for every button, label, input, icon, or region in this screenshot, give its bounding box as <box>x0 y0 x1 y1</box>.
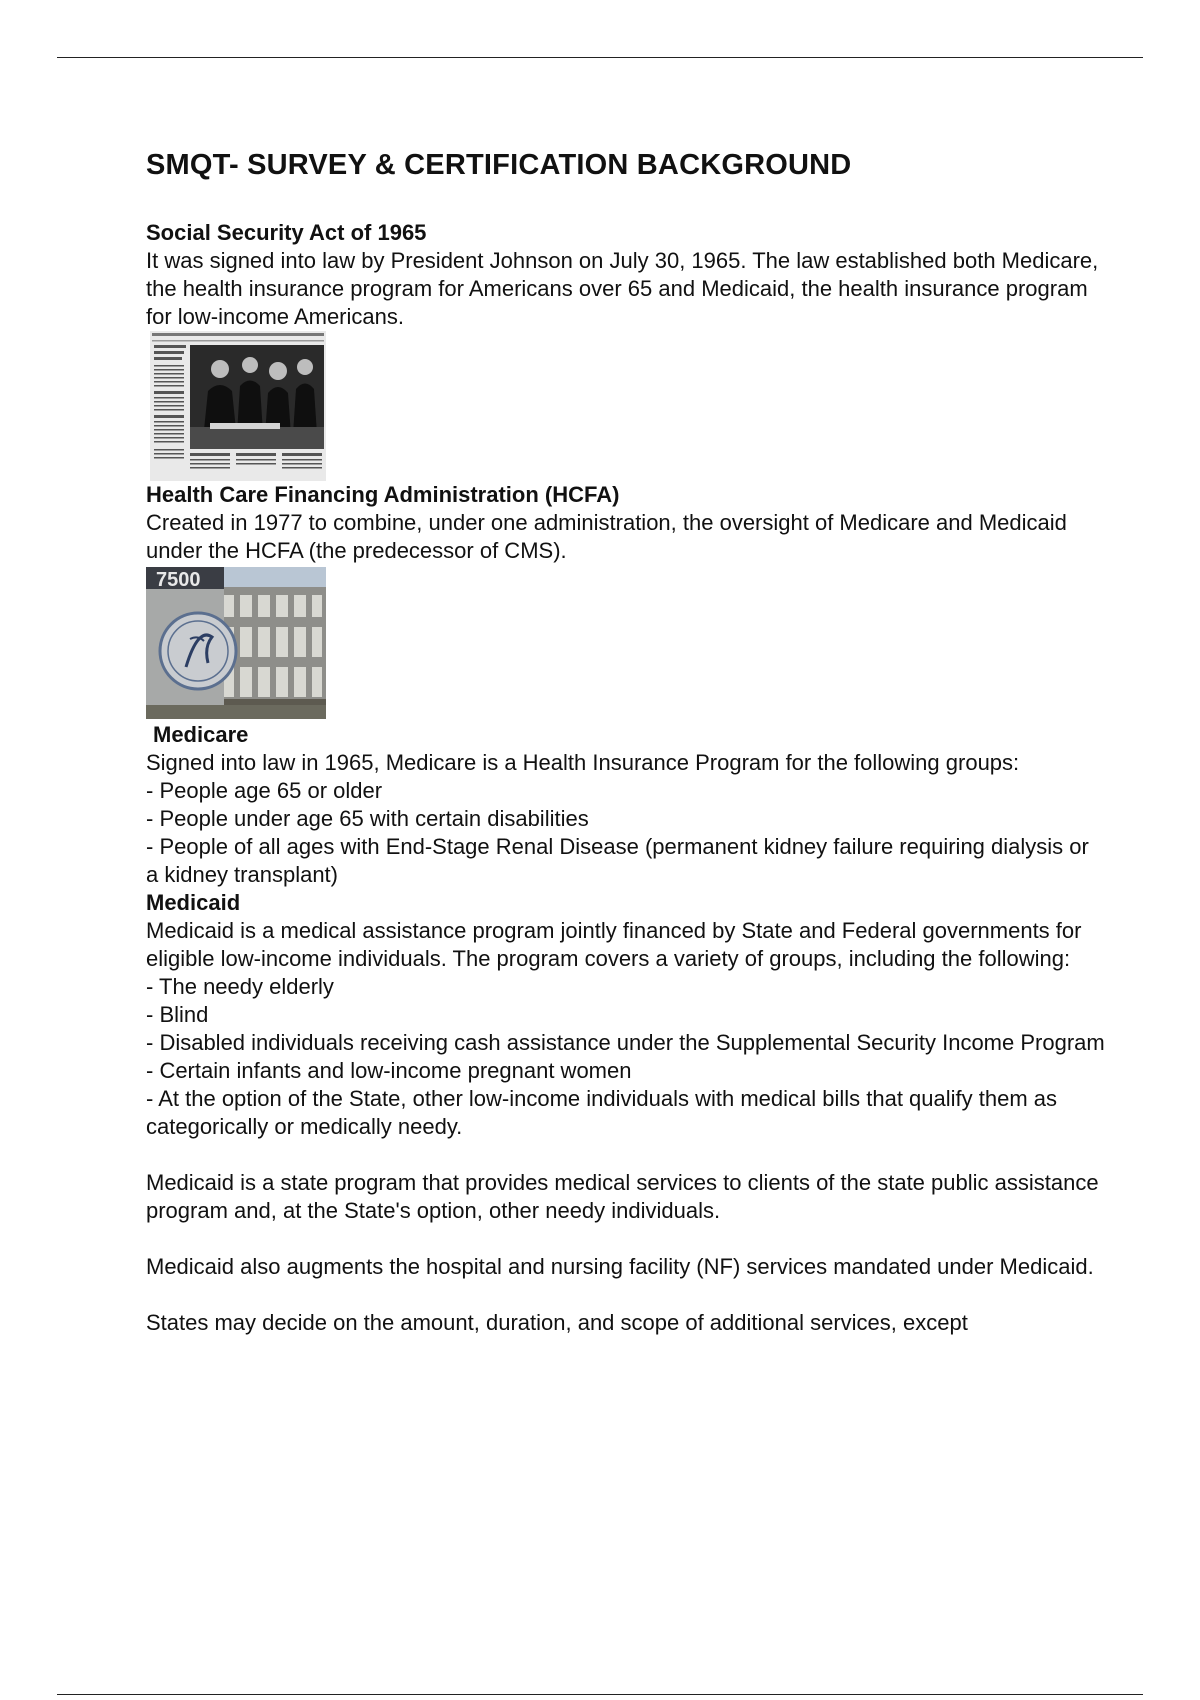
list-item: - People age 65 or older <box>146 778 383 803</box>
medicaid-paragraph: States may decide on the amount, duration, and scope of additional services, except <box>146 1310 968 1335</box>
footer-rule <box>57 1694 1143 1695</box>
list-item: - At the option of the State, other low-income individuals with medical bills that qualify them as categorically or medically needy. <box>146 1086 1058 1139</box>
paragraph-gap <box>146 1281 1106 1309</box>
list-item: - The needy elderly <box>146 974 334 999</box>
section-intro: Signed into law in 1965, Medicare is a Health Insurance Program for the following groups: <box>146 750 1020 775</box>
building-sign-number: 7500 <box>156 569 201 591</box>
section-body: It was signed into law by President Johnson on July 30, 1965. The law established both Medicare, the health insurance program for Americans over 65 and Medicaid, the health insurance program for low-income Americans. <box>146 248 1099 329</box>
medicaid-paragraph: Medicaid also augments the hospital and nursing facility (NF) services mandated under Medicaid. <box>146 1254 1094 1279</box>
newspaper-photo-icon <box>150 331 1106 481</box>
section-intro: Medicaid is a medical assistance program jointly financed by State and Federal governments for eligible low-income individuals. The program covers a variety of groups, including the following: <box>146 918 1082 971</box>
section-heading: Medicare <box>153 722 249 747</box>
list-item: - Disabled individuals receiving cash assistance under the Supplemental Security Income Program <box>146 1030 1105 1055</box>
section-medicare <box>146 721 1106 889</box>
section-heading: Health Care Financing Administration (HCFA) <box>146 482 620 507</box>
hhs-building-photo-icon <box>146 567 1106 719</box>
section-heading: Social Security Act of 1965 <box>146 220 427 245</box>
section-medicaid <box>146 889 1106 1337</box>
list-item: - People under age 65 with certain disabilities <box>146 806 589 831</box>
paragraph-gap <box>146 1225 1106 1253</box>
section-social-security-act <box>146 219 1106 331</box>
section-hcfa <box>146 481 1106 565</box>
document-body <box>146 145 1106 1337</box>
document-title: SMQT- SURVEY & CERTIFICATION BACKGROUND <box>146 149 852 181</box>
list-item: - People of all ages with End-Stage Renal Disease (permanent kidney failure requiring dialysis or a kidney transplant) <box>146 834 1089 887</box>
section-body: Created in 1977 to combine, under one administration, the oversight of Medicare and Medicaid under the HCFA (the predecessor of CMS). <box>146 510 1067 563</box>
list-item: - Certain infants and low-income pregnant women <box>146 1058 632 1083</box>
header-rule <box>57 57 1143 58</box>
list-item: - Blind <box>146 1002 209 1027</box>
medicaid-paragraph: Medicaid is a state program that provides medical services to clients of the state public assistance program and, at the State's option, other needy individuals. <box>146 1170 1099 1223</box>
section-heading: Medicaid <box>146 890 241 915</box>
paragraph-gap <box>146 1141 1106 1169</box>
